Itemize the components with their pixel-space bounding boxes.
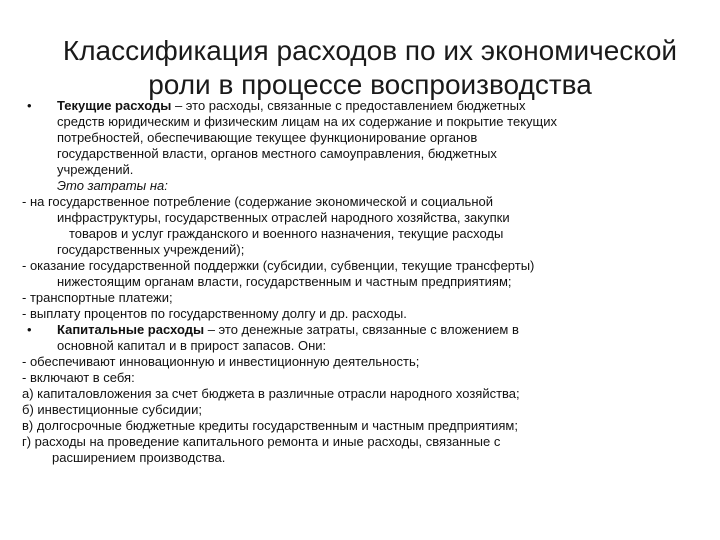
current-expenses-definition	[22, 98, 692, 114]
current-def-line: потребностей, обеспечивающие текущее функционирование органов	[57, 130, 478, 145]
list-item: - на государственное потребление (содержание экономической и социальной	[22, 194, 493, 209]
list-item: в) долгосрочные бюджетные кредиты государственным и частным предприятиям;	[22, 418, 518, 433]
current-def-line: средств юридическим и физическим лицам на их содержание и покрытие текущих	[57, 114, 557, 129]
capital-def-line: основной капитал и в прирост запасов. Они:	[57, 338, 327, 353]
list-item: - обеспечивают инновационную и инвестиционную деятельность;	[22, 354, 420, 369]
list-item-cont: инфраструктуры, государственных отраслей народного хозяйства, закупки	[57, 210, 510, 225]
list-item-cont: нижестоящим органам власти, государственным и частным предприятиям;	[57, 274, 512, 289]
list-item-cont: государственных учреждений);	[57, 242, 245, 257]
title-line-1: Классификация расходов по их экономической	[62, 35, 678, 66]
slide-body	[22, 98, 692, 466]
list-item-cont: товаров и услуг гражданского и военного назначения, текущие расходы	[69, 226, 504, 241]
bullet-icon: •	[27, 322, 32, 337]
list-item: г) расходы на проведение капитального ремонта и иные расходы, связанные с	[22, 434, 501, 449]
list-item: а) капиталовложения за счет бюджета в различные отрасли народного хозяйства;	[22, 386, 520, 401]
capital-expenses-definition	[22, 322, 692, 338]
capital-expenses-term: Капитальные расходы	[57, 322, 205, 337]
costs-intro	[22, 178, 692, 194]
page-title	[40, 34, 700, 102]
list-item: - оказание государственной поддержки (субсидии, субвенции, текущие трансферты)	[22, 258, 535, 273]
current-expenses-term: Текущие расходы	[57, 98, 172, 113]
title-line-2: роли в процессе воспроизводства	[148, 69, 592, 100]
bullet-icon: •	[27, 98, 32, 113]
list-item: - включают в себя:	[22, 370, 135, 385]
current-expenses-def: – это расходы, связанные с предоставлением бюджетных	[171, 98, 526, 113]
costs-intro-text: Это затраты на:	[57, 178, 168, 193]
current-def-line: учреждений.	[57, 162, 134, 177]
list-item: б) инвестиционные субсидии;	[22, 402, 202, 417]
capital-expenses-def: – это денежные затраты, связанные с вложением в	[204, 322, 519, 337]
list-item-cont: расширением производства.	[52, 450, 226, 465]
current-def-line: государственной власти, органов местного самоуправления, бюджетных	[57, 146, 497, 161]
list-item: - транспортные платежи;	[22, 290, 173, 305]
list-item: - выплату процентов по государственному долгу и др. расходы.	[22, 306, 407, 321]
